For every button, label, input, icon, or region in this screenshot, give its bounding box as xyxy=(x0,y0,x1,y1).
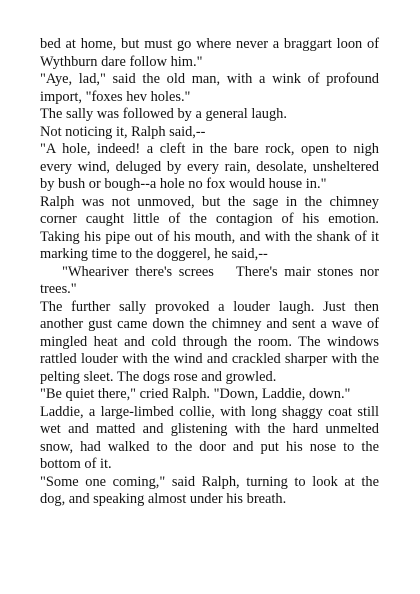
paragraph-1: bed at home, but must go where never a braggart loon of Wythburn dare follow him." xyxy=(40,36,379,70)
verse-line-2: There's mair stones nor trees." xyxy=(40,263,379,297)
paragraph-2: "Aye, lad," said the old man, with a wink of profound import, "foxes hev holes." xyxy=(40,71,379,105)
paragraph-6: Ralph was not unmoved, but the sage in the chimney corner caught little of the contagion of his emotion. Taking his pipe out of his mouth, and with the shank of it marking time to the doggerel, he said,-- xyxy=(40,193,379,262)
verse-quote xyxy=(40,264,379,299)
paragraph-10: "Some one coming," said Ralph, turning to look at the dog, and speaking almost under his breath. xyxy=(40,473,379,507)
paragraph-9: Laddie, a large-limbed collie, with long shaggy coat still wet and matted and glistening with the hard unmelted snow, had walked to the door and put his nose to the bottom of it. xyxy=(40,403,379,472)
paragraph-4: Not noticing it, Ralph said,-- xyxy=(40,123,206,140)
book-page xyxy=(40,36,379,509)
paragraph-8: "Be quiet there," cried Ralph. "Down, Laddie, down." xyxy=(40,386,351,402)
verse-line-1: "Wheariver there's screes xyxy=(62,263,214,280)
paragraph-5: "A hole, indeed! a cleft in the bare rock, open to nigh every wind, deluged by every rain, desolate, unsheltered by bush or bough--a hole no fox would house in." xyxy=(40,141,379,192)
paragraph-3: The sally was followed by a general laugh. xyxy=(40,106,287,122)
paragraph-7: The further sally provoked a louder laugh. Just then another gust came down the chimney and sent a wave of mingled heat and cold through the room. The windows rattled louder with the wind and crackled sharper with the pelting sleet. The dogs rose and growled. xyxy=(40,298,379,385)
